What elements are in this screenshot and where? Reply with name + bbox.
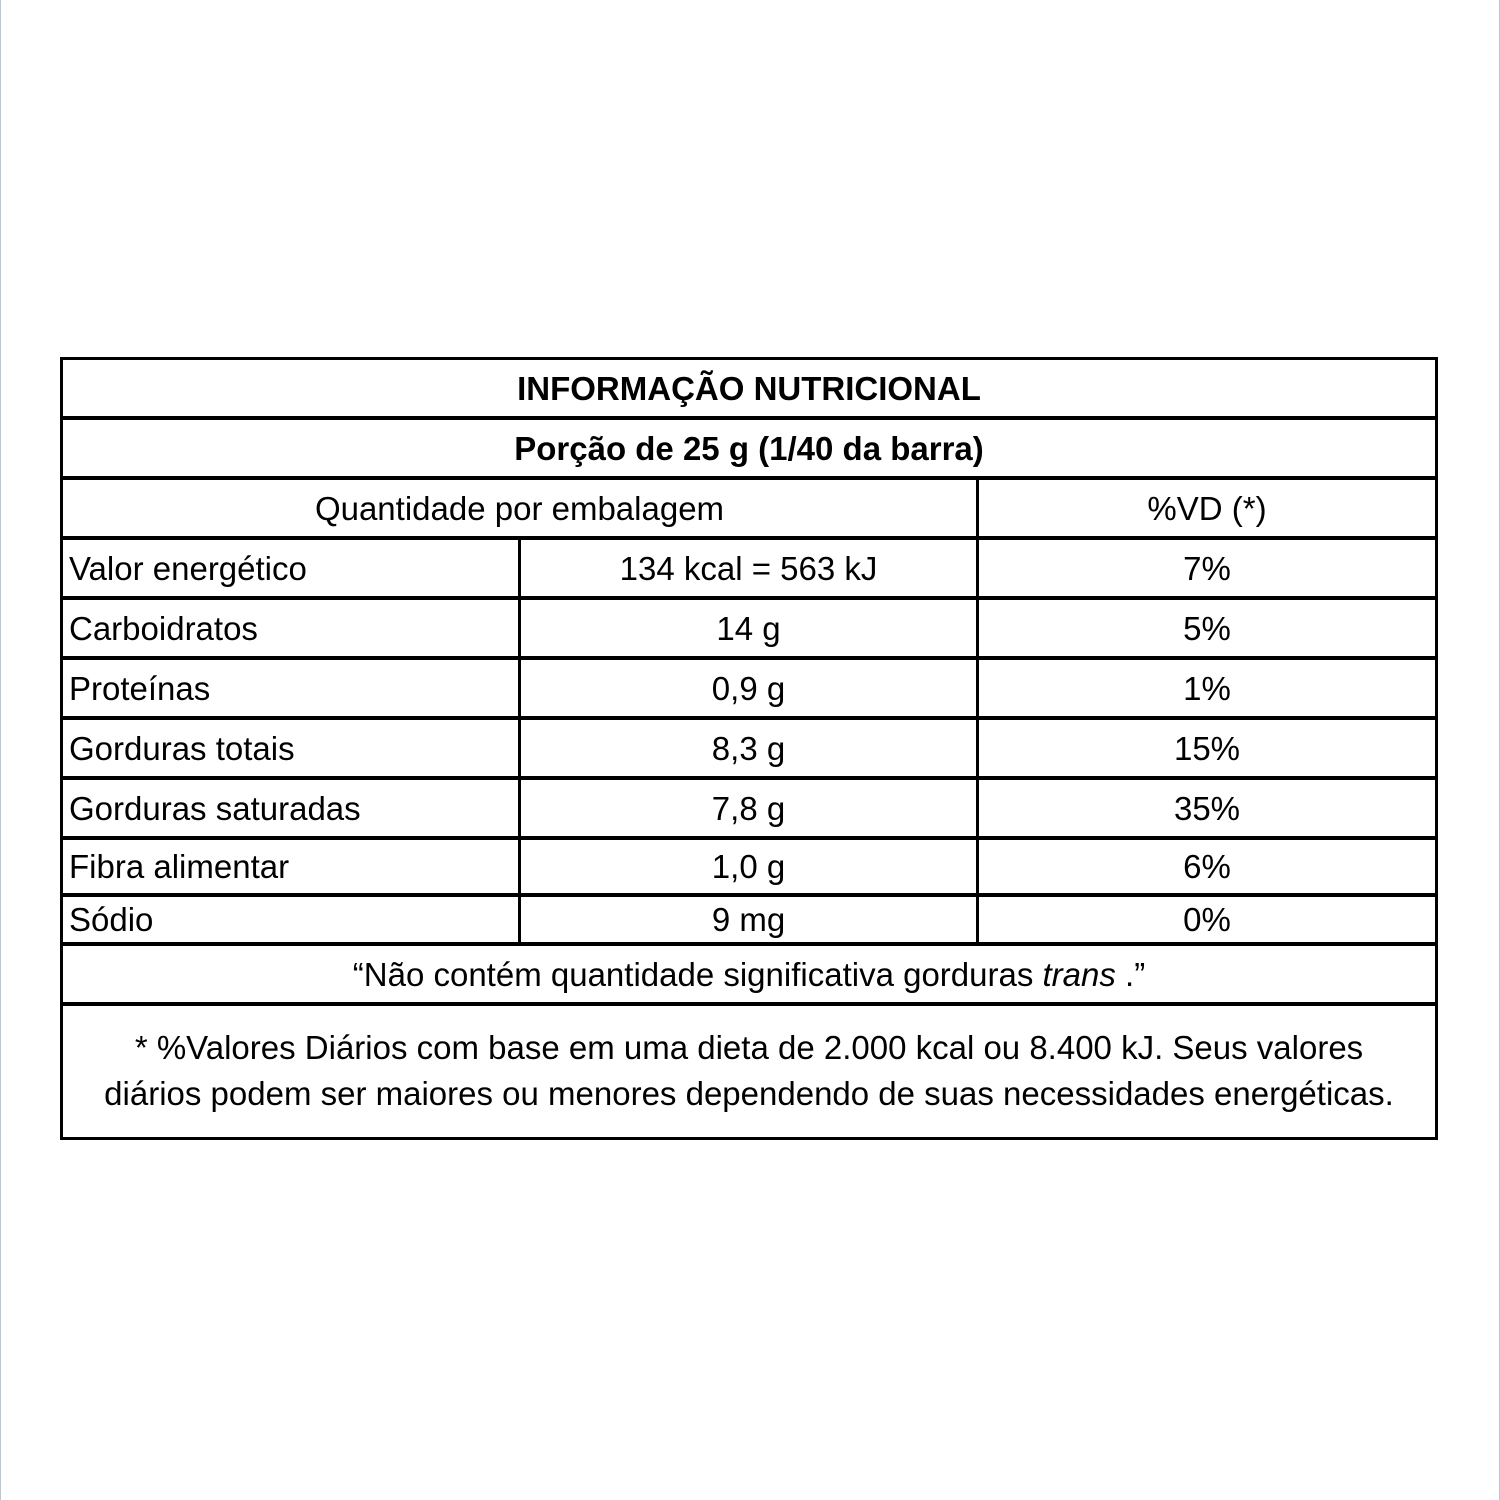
trans-note-italic: trans: [1042, 955, 1116, 993]
footnote-line-2: diários podem ser maiores ou menores dependendo de suas necessidades energéticas.: [104, 1075, 1394, 1112]
nutrient-dv: 7%: [1183, 549, 1231, 587]
nutrient-name: Carboidratos: [63, 600, 521, 656]
nutrient-dv: 35%: [1173, 789, 1241, 827]
serving-row: [63, 420, 1435, 480]
table-row: [63, 660, 1435, 720]
nutrient-dv: 5%: [1183, 609, 1231, 647]
nutrient-amount: 14 g: [521, 600, 979, 656]
column-header-row: [63, 480, 1435, 540]
page-edge-left: [0, 0, 1, 1500]
daily-values-footnote: [63, 1005, 1435, 1137]
nutrient-dv: 15%: [1173, 729, 1241, 767]
nutrient-name: Gorduras saturadas: [63, 780, 521, 836]
table-row: [63, 780, 1435, 840]
nutrient-amount: 1,0 g: [521, 840, 979, 893]
table-title-row: [63, 360, 1435, 420]
nutrient-amount: 134 kcal = 563 kJ: [521, 540, 979, 596]
nutrient-name: Valor energético: [63, 540, 521, 596]
nutrient-amount: 0,9 g: [521, 660, 979, 716]
dv-header: %VD (*): [1147, 489, 1267, 527]
table-title: INFORMAÇÃO NUTRICIONAL: [517, 369, 981, 407]
table-row: [63, 840, 1435, 897]
nutrient-name: Fibra alimentar: [63, 840, 521, 893]
nutrient-amount: 7,8 g: [521, 780, 979, 836]
quantity-header: Quantidade por embalagem: [63, 480, 979, 536]
nutrient-name: Sódio: [63, 897, 521, 942]
nutrition-facts-table: [60, 357, 1438, 1140]
trans-fat-note: [63, 946, 1435, 1002]
table-row: [63, 897, 1435, 946]
nutrient-amount: 9 mg: [521, 897, 979, 942]
trans-note-suffix: .”: [1115, 955, 1146, 993]
trans-fat-row: [63, 946, 1435, 1006]
nutrient-dv: 0%: [1183, 901, 1231, 938]
table-row: [63, 540, 1435, 600]
serving-size: Porção de 25 g (1/40 da barra): [514, 429, 984, 467]
trans-note-prefix: “Não contém quantidade significativa gorduras: [352, 955, 1043, 993]
nutrient-dv: 6%: [1183, 848, 1231, 885]
footnote-line-1: * %Valores Diários com base em uma dieta de 2.000 kcal ou 8.400 kJ. Seus valores: [134, 1029, 1364, 1066]
table-row: [63, 720, 1435, 780]
table-row: [63, 600, 1435, 660]
nutrient-name: Proteínas: [63, 660, 521, 716]
nutrient-dv: 1%: [1183, 669, 1231, 707]
nutrient-amount: 8,3 g: [521, 720, 979, 776]
nutrient-name: Gorduras totais: [63, 720, 521, 776]
